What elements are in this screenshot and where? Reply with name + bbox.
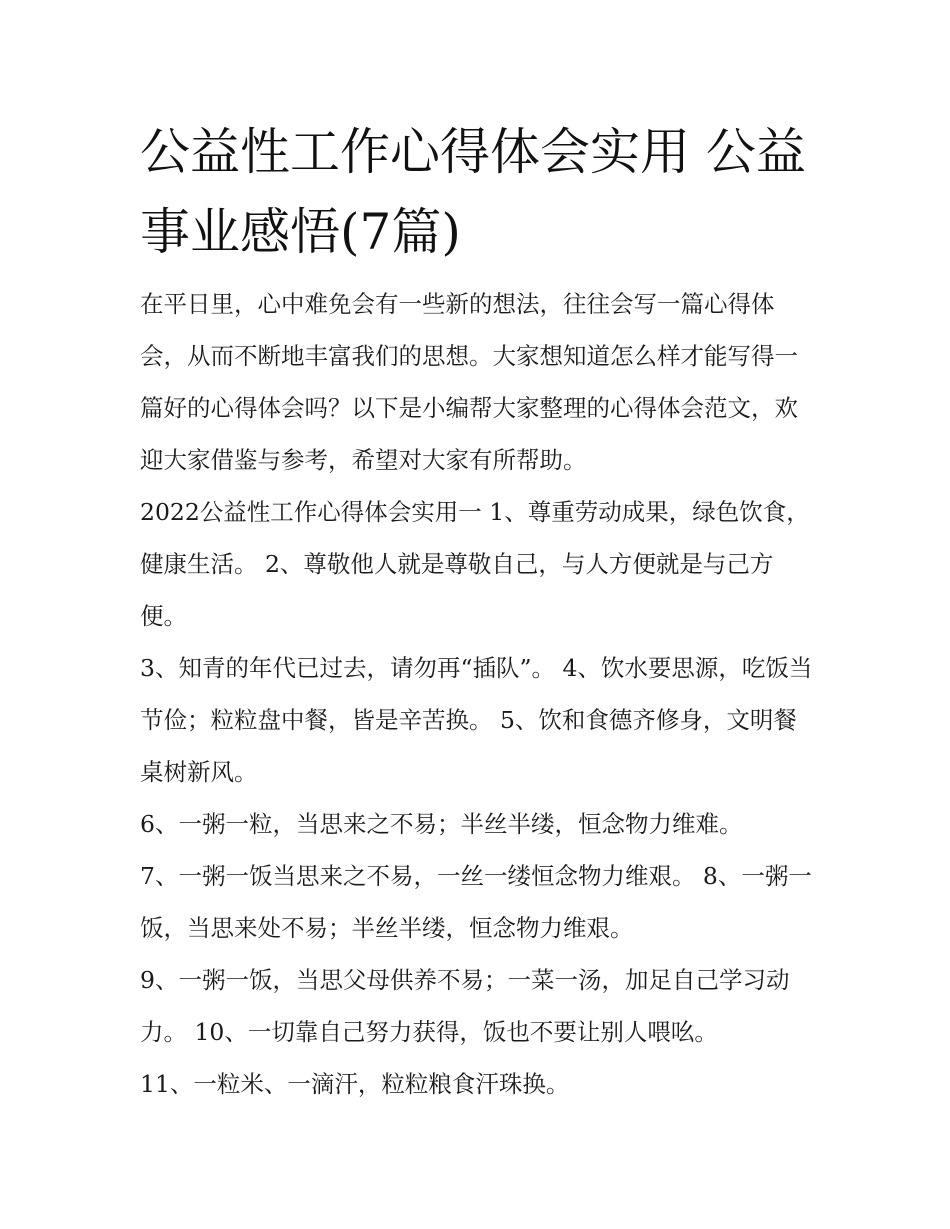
paragraph-intro: 在平日里，心中难免会有一些新的想法，往往会写一篇心得体会，从而不断地丰富我们的思想。大家想知道怎么样才能写得一篇好的心得体会吗？以下是小编帮大家整理的心得体会范文，欢迎大家借鉴与参考，希望对大家有所帮助。 xyxy=(140,290,798,474)
paragraph: 2022公益性工作心得体会实用一 1、尊重劳动成果，绿色饮食，健康生活。 2、尊敬他人就是尊敬自己，与人方便就是与己方便。 xyxy=(140,498,810,630)
paragraph: 9、一粥一饭，当思父母供养不易；一菜一汤，加足自己学习动力。 10、一切靠自己努力获得，饭也不要让别人喂吆。 xyxy=(140,966,790,1046)
paragraph: 3、知青的年代已过去，请勿再“插队”。 4、饮水要思源，吃饭当节俭；粒粒盘中餐，皆是辛苦换。 5、饮和食德齐修身，文明餐桌树新风。 xyxy=(140,654,813,786)
paragraph: 11、一粒米、一滴汗，粒粒粮食汗珠换。 xyxy=(140,1070,570,1098)
document-title: 公益性工作心得体会实用 公益事业感悟(7篇) xyxy=(140,123,806,261)
paragraph: 6、一粥一粒，当思来之不易；半丝半缕，恒念物力维难。 xyxy=(140,810,743,838)
paragraph: 7、一粥一饭当思来之不易，一丝一缕恒念物力维艰。 8、一粥一饭，当思来处不易；半丝半缕，恒念物力维艰。 xyxy=(140,862,812,942)
document-body xyxy=(140,278,820,1110)
